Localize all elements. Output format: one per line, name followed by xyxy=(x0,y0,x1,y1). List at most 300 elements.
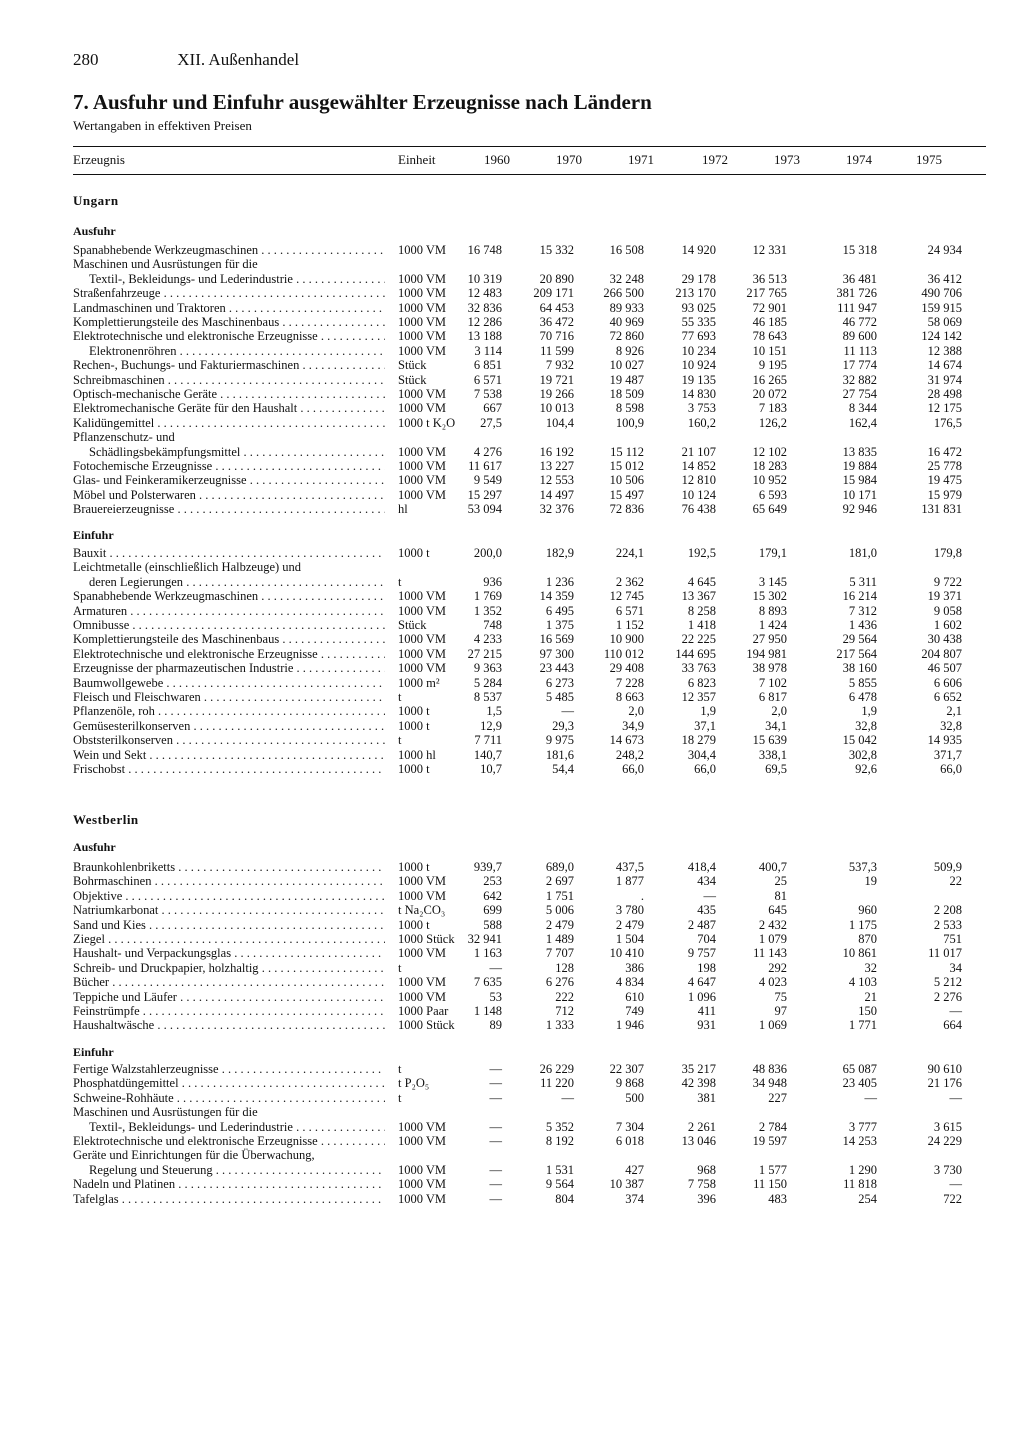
cell-value: 9 722 xyxy=(933,574,962,589)
table-title: 7. Ausfuhr und Einfuhr ausgewählter Erzeugnisse nach Ländern xyxy=(73,90,652,114)
cell-value: 72 860 xyxy=(609,329,644,344)
cell-value: 97 xyxy=(774,1004,787,1018)
table-row xyxy=(0,401,1024,415)
cell-value: 10 027 xyxy=(609,358,644,373)
cell-value: 53 xyxy=(489,989,502,1004)
table-row xyxy=(0,416,1024,430)
cell-value: 213 170 xyxy=(675,286,716,301)
row-unit: 1000 t xyxy=(398,917,430,932)
cell-value: 34,1 xyxy=(765,718,787,733)
cell-value: 11 599 xyxy=(540,343,574,358)
cell-value: 9 363 xyxy=(473,661,502,676)
cell-value: 386 xyxy=(625,960,644,975)
cell-value: 77 693 xyxy=(681,329,716,344)
cell-value: 13 188 xyxy=(467,329,502,344)
table-row xyxy=(0,618,1024,632)
row-unit: t xyxy=(398,574,402,589)
cell-value: 5 855 xyxy=(848,675,877,690)
table-row xyxy=(0,676,1024,690)
cell-value: 209 171 xyxy=(533,286,574,301)
row-label: Wein und Sekt . . . xyxy=(73,748,385,762)
cell-value: 24 934 xyxy=(927,243,962,257)
cell-value: 10 410 xyxy=(609,946,644,961)
cell-value: 64 453 xyxy=(539,300,574,315)
cell-value: 15 497 xyxy=(609,487,644,502)
cell-value: 4 103 xyxy=(848,975,877,990)
table-row xyxy=(0,473,1024,487)
cell-value: 6 495 xyxy=(545,603,574,618)
cell-value: 418,4 xyxy=(687,860,716,874)
cell-value: 1 148 xyxy=(473,1004,502,1018)
row-unit: 1000 t xyxy=(398,704,430,719)
cell-value: 89 933 xyxy=(609,300,644,315)
cell-value: 5 006 xyxy=(545,903,574,918)
cell-value: 150 xyxy=(858,1004,877,1018)
row-unit: 1000 VM xyxy=(398,1191,447,1206)
cell-value: 111 947 xyxy=(837,300,877,315)
row-label: Braunkohlenbriketts . . . xyxy=(73,860,385,874)
cell-value: 34 948 xyxy=(752,1076,787,1091)
row-label: Teppiche und Läufer . . . xyxy=(73,990,385,1004)
row-unit: 1000 VM xyxy=(398,444,447,459)
cell-value: 19 487 xyxy=(609,372,644,387)
cell-value: 14 359 xyxy=(539,589,574,604)
cell-value: 27 215 xyxy=(467,646,502,661)
cell-value: 437,5 xyxy=(615,860,644,874)
row-label: Omnibusse . . . xyxy=(73,618,385,632)
cell-value: 1 290 xyxy=(848,1162,877,1177)
column-header-year: 1972 xyxy=(702,152,728,167)
cell-value: 19 475 xyxy=(927,473,962,488)
cell-value: 3 780 xyxy=(615,903,644,918)
cell-value: 1 751 xyxy=(545,888,574,903)
row-label: Pflanzenschutz- und xyxy=(73,430,175,445)
cell-value: 427 xyxy=(625,1162,644,1177)
cell-value: 396 xyxy=(697,1191,716,1206)
cell-value: 434 xyxy=(697,874,716,889)
row-unit: 1000 VM xyxy=(398,329,447,344)
chapter-title: XII. Außenhandel xyxy=(177,50,300,69)
cell-value: 19 266 xyxy=(539,387,574,401)
cell-value: 32 xyxy=(864,960,877,975)
cell-value: 751 xyxy=(943,932,962,946)
row-unit: Stück xyxy=(398,358,427,373)
cell-value: 14 253 xyxy=(842,1134,877,1148)
cell-value: — xyxy=(489,1191,502,1206)
cell-value: 1 236 xyxy=(545,574,574,589)
cell-value: 25 xyxy=(774,874,787,889)
table-row xyxy=(0,488,1024,502)
row-label: Textil-, Bekleidungs- und Lederindustrie . . . xyxy=(89,272,385,286)
cell-value: 32 941 xyxy=(467,932,502,946)
cell-value: 537,3 xyxy=(848,860,877,874)
cell-value: 32,8 xyxy=(855,718,877,733)
cell-value: 15 112 xyxy=(610,444,644,459)
row-unit: 1000 VM xyxy=(398,1162,447,1177)
cell-value: 5 284 xyxy=(473,675,502,690)
cell-value: 81 xyxy=(774,888,787,903)
cell-value: 15 639 xyxy=(752,733,787,748)
cell-value: 8 258 xyxy=(687,603,716,618)
cell-value: 7 102 xyxy=(758,675,787,690)
row-unit: t xyxy=(398,1090,402,1105)
cell-value: 46 772 xyxy=(842,315,877,329)
cell-value: 10 171 xyxy=(842,487,877,502)
cell-value: 12 745 xyxy=(609,589,644,604)
cell-value: 182,9 xyxy=(545,546,574,560)
table-row xyxy=(0,344,1024,358)
row-label: Kalidüngemittel . . . xyxy=(73,416,385,430)
cell-value: 9 058 xyxy=(933,603,962,618)
row-unit: t xyxy=(398,960,402,975)
cell-value: 16 508 xyxy=(609,243,644,257)
cell-value: — xyxy=(949,1004,962,1018)
cell-value: 5 212 xyxy=(933,975,962,990)
cell-value: 667 xyxy=(483,401,502,416)
section-country: Westberlin xyxy=(73,812,139,827)
cell-value: 16 214 xyxy=(842,589,877,604)
row-label: Spanabhebende Werkzeugmaschinen . . . xyxy=(73,243,385,257)
cell-value: 37,1 xyxy=(694,718,716,733)
cell-value: 179,8 xyxy=(933,546,962,560)
cell-value: 3 145 xyxy=(758,574,787,589)
cell-value: 6 606 xyxy=(933,675,962,690)
cell-value: 2 208 xyxy=(933,903,962,918)
cell-value: 181,6 xyxy=(545,747,574,762)
cell-value: 435 xyxy=(697,903,716,918)
cell-value: 65 087 xyxy=(842,1062,877,1076)
row-unit: 1000 VM xyxy=(398,315,447,329)
cell-value: 2,0 xyxy=(628,704,644,719)
cell-value: 76 438 xyxy=(681,502,716,517)
row-unit: Stück xyxy=(398,372,427,387)
cell-value: 6 593 xyxy=(758,487,787,502)
cell-value: 2,1 xyxy=(946,704,962,719)
table-row xyxy=(0,704,1024,718)
column-header-year: 1960 xyxy=(484,152,510,167)
cell-value: 374 xyxy=(625,1191,644,1206)
cell-value: 19 xyxy=(864,874,877,889)
cell-value: 69,5 xyxy=(765,762,787,776)
cell-value: 222 xyxy=(555,989,574,1004)
cell-value: 1 946 xyxy=(615,1018,644,1033)
cell-value: — xyxy=(561,1090,574,1105)
cell-value: 3 615 xyxy=(933,1119,962,1134)
cell-value: 2 362 xyxy=(615,574,644,589)
section-country: Ungarn xyxy=(73,193,119,208)
row-label: Armaturen . . . xyxy=(73,604,385,618)
cell-value: 10,7 xyxy=(480,762,502,776)
cell-value: 12 331 xyxy=(752,243,787,257)
table-row xyxy=(0,1134,1024,1148)
table-row xyxy=(0,889,1024,903)
cell-value: 4 645 xyxy=(687,574,716,589)
cell-value: 2 432 xyxy=(758,917,787,932)
cell-value: 936 xyxy=(483,574,502,589)
table-row xyxy=(0,301,1024,315)
cell-value: 181,0 xyxy=(848,546,877,560)
cell-value: 22 xyxy=(949,874,962,889)
row-label: Elektromechanische Geräte für den Haushalt . . . xyxy=(73,401,385,415)
cell-value: 11 150 xyxy=(753,1177,787,1192)
row-label: Ziegel . . . xyxy=(73,932,385,946)
table-row xyxy=(0,1120,1024,1134)
cell-value: 10 924 xyxy=(681,358,716,373)
cell-value: 1 424 xyxy=(758,618,787,632)
cell-value: 93 025 xyxy=(681,300,716,315)
cell-value: 13 227 xyxy=(539,459,574,473)
row-unit: 1000 VM xyxy=(398,888,447,903)
cell-value: 19 721 xyxy=(539,372,574,387)
cell-value: 645 xyxy=(768,903,787,918)
table-row xyxy=(0,632,1024,646)
cell-value: 3 777 xyxy=(848,1119,877,1134)
cell-value: 36 472 xyxy=(539,315,574,329)
row-label: Fertige Walzstahlerzeugnisse . . . xyxy=(73,1062,385,1076)
row-unit: 1000 VM xyxy=(398,1134,447,1148)
column-header-year: 1970 xyxy=(556,152,582,167)
cell-value: 40 969 xyxy=(609,315,644,329)
cell-value: 27,5 xyxy=(480,415,502,430)
cell-value: 23 405 xyxy=(842,1076,877,1091)
table-row xyxy=(0,604,1024,618)
row-label: Schreib- und Druckpapier, holzhaltig . . . xyxy=(73,961,385,975)
cell-value: 12 175 xyxy=(927,401,962,416)
cell-value: 870 xyxy=(858,932,877,946)
cell-value: 6 817 xyxy=(758,690,787,704)
cell-value: 10 387 xyxy=(609,1177,644,1192)
cell-value: 46 507 xyxy=(927,661,962,676)
cell-value: 14 673 xyxy=(609,733,644,748)
cell-value: 30 438 xyxy=(927,632,962,647)
cell-value: — xyxy=(489,1076,502,1091)
table-row xyxy=(0,1062,1024,1076)
cell-value: 72 836 xyxy=(609,502,644,517)
cell-value: 110 012 xyxy=(603,646,644,661)
column-header-product: Erzeugnis xyxy=(73,152,125,167)
row-unit: 1000 VM xyxy=(398,1119,447,1134)
table-row xyxy=(0,560,1024,574)
cell-value: 54,4 xyxy=(552,762,574,776)
cell-value: 642 xyxy=(483,888,502,903)
cell-value: 664 xyxy=(943,1018,962,1033)
cell-value: 58 069 xyxy=(927,315,962,329)
cell-value: 2 487 xyxy=(687,917,716,932)
table-row xyxy=(0,1192,1024,1206)
row-unit: 1000 VM xyxy=(398,487,447,502)
row-unit: 1000 t xyxy=(398,718,430,733)
row-unit: 1000 VM xyxy=(398,343,447,358)
table-row xyxy=(0,1163,1024,1177)
cell-value: 14 920 xyxy=(681,243,716,257)
cell-value: 9 975 xyxy=(545,733,574,748)
cell-value: 66,0 xyxy=(940,762,962,776)
cell-value: 4 276 xyxy=(473,444,502,459)
cell-value: 12,9 xyxy=(480,718,502,733)
cell-value: 15 984 xyxy=(842,473,877,488)
row-unit: 1000 VM xyxy=(398,946,447,961)
cell-value: 65 649 xyxy=(752,502,787,517)
table-row xyxy=(0,1076,1024,1090)
cell-value: 28 498 xyxy=(927,387,962,401)
row-unit: 1000 VM xyxy=(398,975,447,990)
cell-value: 1 418 xyxy=(687,618,716,632)
cell-value: 35 217 xyxy=(681,1062,716,1076)
cell-value: 381 726 xyxy=(836,286,877,301)
cell-value: 7 707 xyxy=(545,946,574,961)
row-label: Obststerilkonserven . . . xyxy=(73,733,385,747)
cell-value: 160,2 xyxy=(687,415,716,430)
cell-value: 7 538 xyxy=(473,387,502,401)
row-label: Feinstrümpfe . . . xyxy=(73,1004,385,1018)
cell-value: 55 335 xyxy=(681,315,716,329)
cell-value: 32 376 xyxy=(539,502,574,517)
row-unit: 1000 VM xyxy=(398,603,447,618)
cell-value: 2 533 xyxy=(933,917,962,932)
cell-value: 32 836 xyxy=(467,300,502,315)
row-label: Landmaschinen und Traktoren . . . xyxy=(73,301,385,315)
cell-value: 1 333 xyxy=(545,1018,574,1033)
cell-value: 10 124 xyxy=(681,487,716,502)
cell-value: 162,4 xyxy=(848,415,877,430)
cell-value: 25 778 xyxy=(927,459,962,473)
cell-value: 4 834 xyxy=(615,975,644,990)
row-label: Regelung und Steuerung . . . xyxy=(89,1163,385,1177)
table-row xyxy=(0,1148,1024,1162)
cell-value: 217 765 xyxy=(746,286,787,301)
cell-value: — xyxy=(949,1177,962,1192)
row-unit: t xyxy=(398,1062,402,1076)
cell-value: 89 600 xyxy=(842,329,877,344)
cell-value: — xyxy=(949,1090,962,1105)
table-row xyxy=(0,690,1024,704)
cell-value: 6 652 xyxy=(933,690,962,704)
row-label: Fleisch und Fleischwaren . . . xyxy=(73,690,385,704)
cell-value: 302,8 xyxy=(848,747,877,762)
cell-value: 12 483 xyxy=(467,286,502,301)
cell-value: 749 xyxy=(625,1004,644,1018)
group-heading: Ausfuhr xyxy=(73,224,116,238)
table-row xyxy=(0,860,1024,874)
row-label: Elektrotechnische und elektronische Erzeugnisse . . . xyxy=(73,1134,385,1148)
cell-value: 78 643 xyxy=(752,329,787,344)
cell-value: 31 974 xyxy=(927,372,962,387)
table-row xyxy=(0,990,1024,1004)
cell-value: 22 225 xyxy=(681,632,716,647)
cell-value: 38 978 xyxy=(752,661,787,676)
cell-value: 144 695 xyxy=(675,646,716,661)
cell-value: 26 229 xyxy=(539,1062,574,1076)
table-row xyxy=(0,733,1024,747)
table-row xyxy=(0,502,1024,516)
cell-value: 931 xyxy=(697,1018,716,1033)
cell-value: 15 318 xyxy=(842,243,877,257)
table-row xyxy=(0,961,1024,975)
cell-value: 483 xyxy=(768,1191,787,1206)
cell-value: 4 023 xyxy=(758,975,787,990)
cell-value: 509,9 xyxy=(933,860,962,874)
cell-value: 42 398 xyxy=(681,1076,716,1091)
row-unit: 1000 Stück xyxy=(398,932,455,946)
row-unit: hl xyxy=(398,502,408,517)
cell-value: 8 926 xyxy=(615,343,644,358)
cell-value: 198 xyxy=(697,960,716,975)
cell-value: 8 537 xyxy=(473,690,502,704)
cell-value: 14 935 xyxy=(927,733,962,748)
cell-value: 6 478 xyxy=(848,690,877,704)
cell-value: 19 884 xyxy=(842,459,877,473)
cell-value: 16 748 xyxy=(467,243,502,257)
row-label: Maschinen und Ausrüstungen für die xyxy=(73,257,258,272)
cell-value: 7 932 xyxy=(545,358,574,373)
cell-value: 7 304 xyxy=(615,1119,644,1134)
cell-value: 27 754 xyxy=(842,387,877,401)
cell-value: 70 716 xyxy=(539,329,574,344)
cell-value: 29 564 xyxy=(842,632,877,647)
row-unit: 1000 t xyxy=(398,546,430,560)
cell-value: 200,0 xyxy=(473,546,502,560)
cell-value: 1,9 xyxy=(700,704,716,719)
cell-value: 1 769 xyxy=(473,589,502,604)
cell-value: 204 807 xyxy=(921,646,962,661)
group-heading: Einfuhr xyxy=(73,528,114,542)
row-unit: 1000 VM xyxy=(398,300,447,315)
row-label: Nadeln und Platinen . . . xyxy=(73,1177,385,1191)
cell-value: 15 302 xyxy=(752,589,787,604)
cell-value: 939,7 xyxy=(473,860,502,874)
cell-value: 1 602 xyxy=(933,618,962,632)
row-label: Frischobst . . . xyxy=(73,762,385,776)
row-label: Straßenfahrzeuge . . . xyxy=(73,286,385,300)
cell-value: 400,7 xyxy=(758,860,787,874)
row-label: Komplettierungsteile des Maschinenbaus . . . xyxy=(73,632,385,646)
cell-value: — xyxy=(561,704,574,719)
cell-value: 1 152 xyxy=(615,618,644,632)
row-unit: Stück xyxy=(398,618,427,632)
row-label: Bücher . . . xyxy=(73,975,385,989)
table-row xyxy=(0,1018,1024,1032)
cell-value: 12 102 xyxy=(752,444,787,459)
row-unit: 1000 m² xyxy=(398,675,440,690)
cell-value: 24 229 xyxy=(927,1134,962,1148)
page-number: 280 xyxy=(73,50,99,69)
cell-value: 14 497 xyxy=(539,487,574,502)
cell-value: 7 758 xyxy=(687,1177,716,1192)
row-unit: 1000 VM xyxy=(398,401,447,416)
row-label: Bohrmaschinen . . . xyxy=(73,874,385,888)
row-unit: 1000 Stück xyxy=(398,1018,455,1033)
cell-value: 53 094 xyxy=(467,502,502,517)
cell-value: 11 617 xyxy=(468,459,502,473)
cell-value: 10 861 xyxy=(842,946,877,961)
row-unit: 1000 VM xyxy=(398,589,447,604)
cell-value: 266 500 xyxy=(603,286,644,301)
table-row xyxy=(0,329,1024,343)
cell-value: 11 220 xyxy=(540,1076,574,1091)
cell-value: 192,5 xyxy=(687,546,716,560)
cell-value: 11 818 xyxy=(843,1177,877,1192)
row-label: Leichtmetalle (einschließlich Halbzeuge) und xyxy=(73,560,302,575)
cell-value: 14 674 xyxy=(927,358,962,373)
cell-value: 90 610 xyxy=(927,1062,962,1076)
table-row xyxy=(0,373,1024,387)
cell-value: 46 185 xyxy=(752,315,787,329)
row-label: deren Legierungen . . . xyxy=(89,575,385,589)
cell-value: 10 013 xyxy=(539,401,574,416)
cell-value: 1 504 xyxy=(615,932,644,946)
cell-value: — xyxy=(489,1090,502,1105)
column-header-unit: Einheit xyxy=(398,152,436,167)
